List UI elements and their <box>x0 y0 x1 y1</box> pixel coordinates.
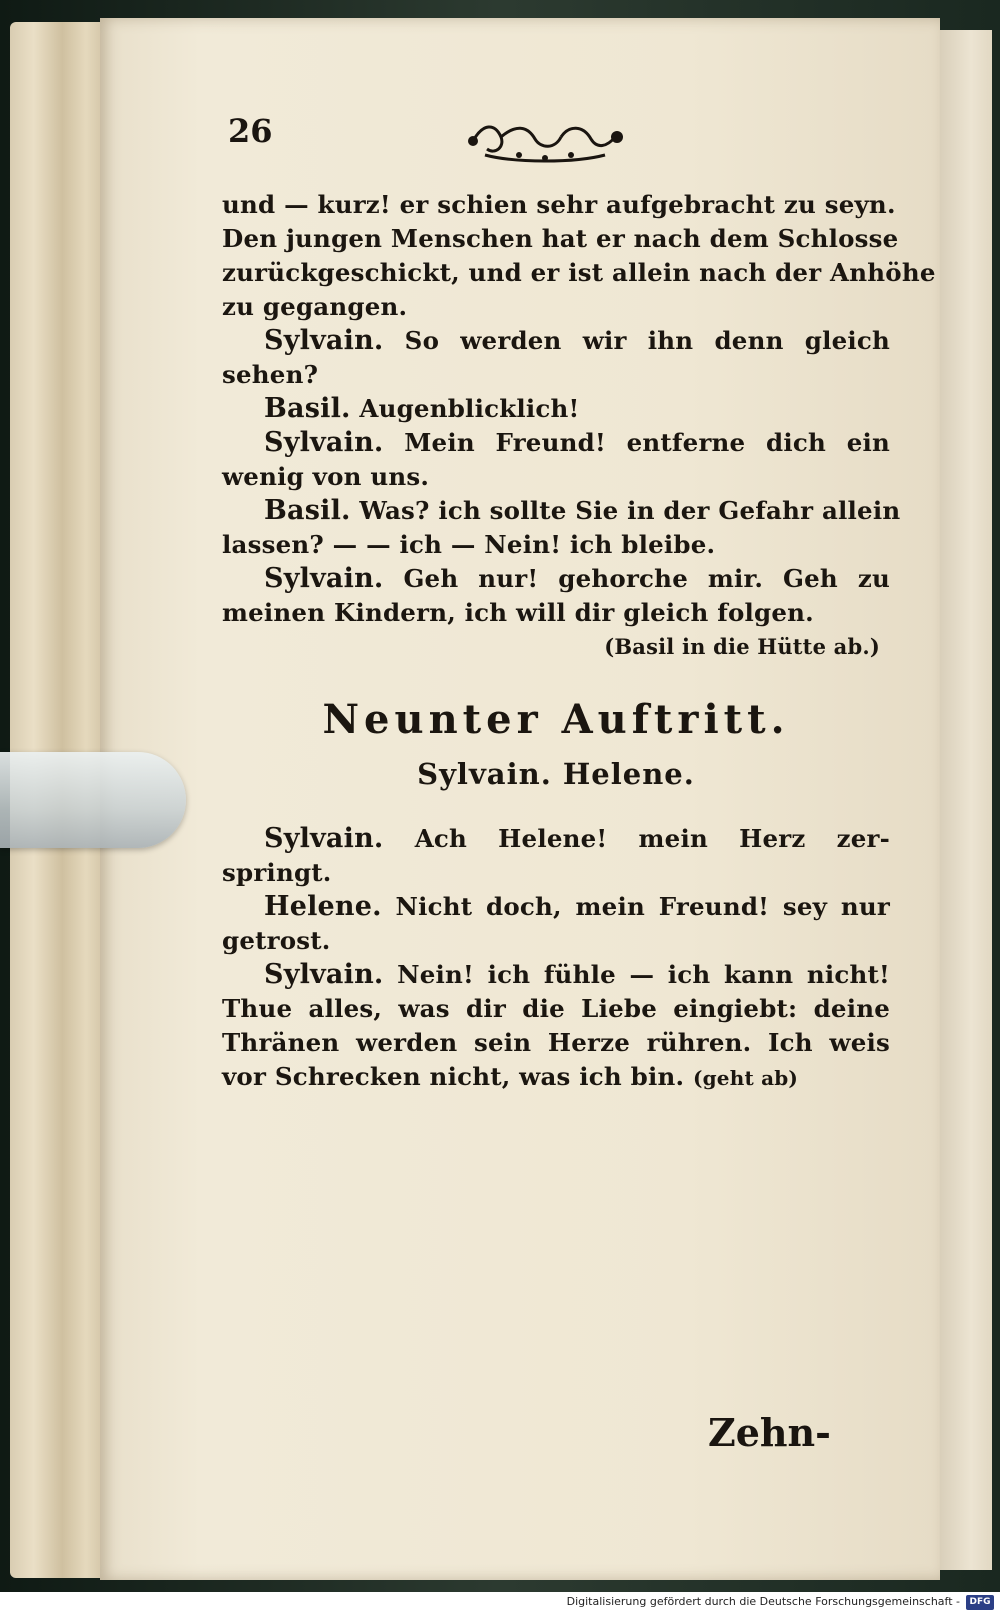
dialogue-text: Nicht doch, mein Freund! sey nur <box>395 892 891 921</box>
dialogue-text: Nein! ich fühle — ich kann nicht! <box>397 960 891 989</box>
scene-persons: Sylvain. Helene. <box>417 757 695 791</box>
dialogue-line: Thränen werden sein Herze rühren. Ich weis <box>222 1028 890 1057</box>
dialogue-text: So werden wir ihn denn gleich <box>404 326 891 355</box>
speaker-name: Sylvain. <box>264 959 384 990</box>
dialogue-line: springt. <box>222 858 332 887</box>
speaker-name: Sylvain. <box>264 325 384 356</box>
dialogue-text: vor Schrecken nicht, was ich bin. <box>222 1062 685 1091</box>
footer-bar <box>0 1592 1000 1614</box>
speaker-name: Basil. <box>264 393 351 424</box>
dialogue-text: Augenblicklich! <box>359 394 580 423</box>
dialogue-line: Thue alles, was dir die Liebe eingiebt: deine <box>222 994 890 1023</box>
dialogue-text: Was? ich sollte Sie in der Gefahr allein <box>359 496 901 525</box>
text-line: und — kurz! er schien sehr aufgebracht zu seyn. <box>222 190 896 219</box>
page-number: 26 <box>228 112 273 150</box>
printers-ornament-icon <box>465 115 625 167</box>
facing-page-edge <box>940 30 992 1570</box>
text-line: zu gegangen. <box>222 292 408 321</box>
text-line: zurückgeschickt, und er ist allein nach der Anhöhe <box>222 258 936 287</box>
speaker-name: Helene. <box>264 891 382 922</box>
dialogue-line: getrost. <box>222 926 331 955</box>
dialogue-text: Geh nur! gehorche mir. Geh zu <box>403 564 890 593</box>
dialogue-line <box>222 1060 890 1095</box>
stage-direction: (Basil in die Hütte ab.) <box>604 634 880 659</box>
dialogue-line <box>222 822 890 856</box>
speaker-name: Basil. <box>264 495 351 526</box>
speaker-name: Sylvain. <box>264 823 384 854</box>
dialogue-line <box>222 562 890 596</box>
scene-heading: Neunter Auftritt. <box>322 696 790 743</box>
dialogue-line <box>222 494 901 528</box>
text-line: Den jungen Menschen hat er nach dem Schlosse <box>222 224 899 253</box>
footer-credit: Digitalisierung gefördert durch die Deutsche Forschungsgemeinschaft - <box>566 1595 960 1608</box>
page-clip <box>0 752 186 848</box>
dialogue-line: sehen? <box>222 360 319 389</box>
dialogue-text: Ach Helene! mein Herz zer- <box>414 824 891 853</box>
dialogue-line <box>222 324 890 358</box>
dialogue-line <box>222 426 890 460</box>
dialogue-line: lassen? — — ich — Nein! ich bleibe. <box>222 530 716 559</box>
catchword: Zehn- <box>708 1410 831 1455</box>
dialogue-line <box>222 958 890 992</box>
speaker-name: Sylvain. <box>264 563 384 594</box>
dfg-logo: DFG <box>966 1595 994 1610</box>
dialogue-text: Mein Freund! entferne dich ein <box>404 428 891 457</box>
stage-direction: (geht ab) <box>692 1066 799 1090</box>
dialogue-line: meinen Kindern, ich will dir gleich folgen. <box>222 598 814 627</box>
speaker-name: Sylvain. <box>264 427 384 458</box>
dialogue-line: wenig von uns. <box>222 462 430 491</box>
dialogue-line <box>222 392 890 426</box>
dialogue-line <box>222 890 890 924</box>
page-text <box>222 188 936 1095</box>
